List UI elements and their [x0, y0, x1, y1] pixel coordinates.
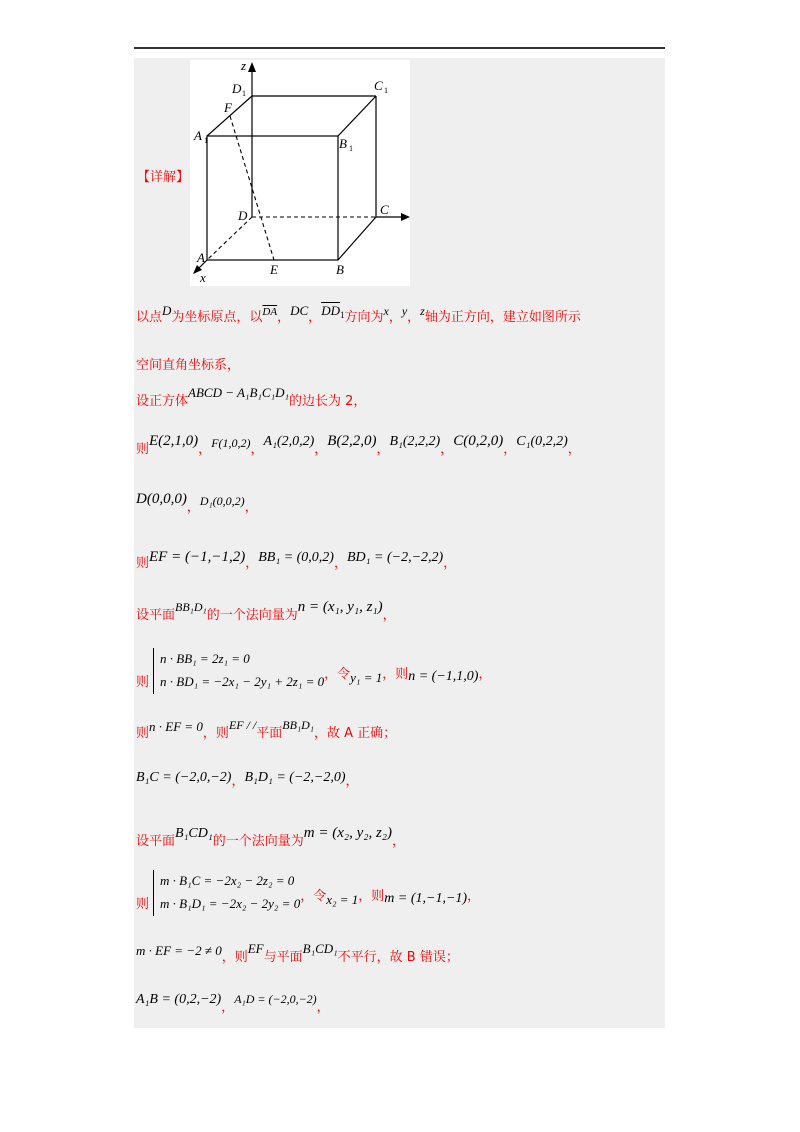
label-B: B [336, 262, 344, 277]
line-14: A₁B = (0,2,−2)，A₁D = (−2,0,−2)， [136, 992, 330, 1015]
label-z: z [241, 60, 247, 73]
svg-text:1: 1 [242, 89, 246, 98]
label-x: x [200, 270, 206, 285]
line-11: 设平面B₁CD₁的一个法向量为m = (x₂, y₂, z₂)， [136, 825, 406, 849]
label-C: C [380, 202, 389, 217]
line-13: m · EF = −2 ≠ 0，则EF与平面B₁CD₁不平行，故 B 错误； [136, 941, 459, 965]
y-arrow [401, 213, 410, 221]
label-D1: D [232, 81, 242, 96]
svg-text:1: 1 [204, 136, 208, 145]
label-A1: A [194, 128, 202, 143]
line-7: 设平面BB₁D₁的一个法向量为n = (x₁, y₁, z₁)， [136, 599, 396, 623]
line-12: 则m · B₁C = −2x₂ − 2z₂ = 0 m · B₁D₁ = −2x₂ − 2y₂ = 0，令x₂ = 1，则m = (1,−1,−1)， [136, 870, 480, 916]
line-10: B₁C = (−2,0,−2)，B₁D₁ = (−2,−2,0)， [136, 770, 359, 789]
label-A: A [197, 250, 205, 265]
line-9: 则n · EF = 0，则EF / /平面BB₁D₁，故 A 正确； [136, 718, 397, 741]
line-4: 则E(2,1,0)，F(1,0,2)，A₁(2,0,2)，B(2,2,0)，B₁(2,2,2)，C(0,2,0)，C₁(0,2,2)， [136, 433, 581, 457]
line-3: 设正方体ABCD − A₁B₁C₁D₁的边长为 2， [136, 385, 367, 409]
label-D: D [238, 208, 248, 223]
equation-system-m: m · B₁C = −2x₂ − 2z₂ = 0 m · B₁D₁ = −2x₂ − 2y₂ = 0 [153, 870, 300, 916]
label-E: E [270, 262, 278, 277]
line-8: 则n · BB₁ = 2z₁ = 0 n · BD₁ = −2x₁ − 2y₁ + 2z₁ = 0，令y₁ = 1，则n = (−1,1,0)， [136, 648, 491, 694]
line-6: 则EF = (−1,−1,2)，BB₁ = (0,0,2)，BD₁ = (−2,−2,2)， [136, 549, 457, 571]
line-1: 以点D为坐标原点，以$^{\overline{DA}}$，DC，$\overline{DD}^1$方向为x，y，z轴为正方向，建立如图所示 [136, 303, 581, 325]
svg-text:1: 1 [349, 144, 353, 153]
label-F: F [224, 100, 232, 115]
line-5: D(0,0,0)，D₁(0,0,2)， [136, 491, 258, 515]
equation-system-n: n · BB₁ = 2z₁ = 0 n · BD₁ = −2x₁ − 2y₁ + 2z₁ = 0 [153, 648, 324, 694]
svg-text:1: 1 [384, 86, 388, 95]
z-arrow [248, 62, 256, 72]
cube-diagram [190, 60, 410, 286]
top-rule [134, 47, 665, 49]
detail-label: 【详解】 [137, 170, 190, 185]
label-C1: C [374, 78, 383, 93]
cube-figure [190, 60, 410, 286]
line-2: 空间直角坐标系， [136, 358, 241, 373]
label-B1: B [339, 136, 347, 151]
